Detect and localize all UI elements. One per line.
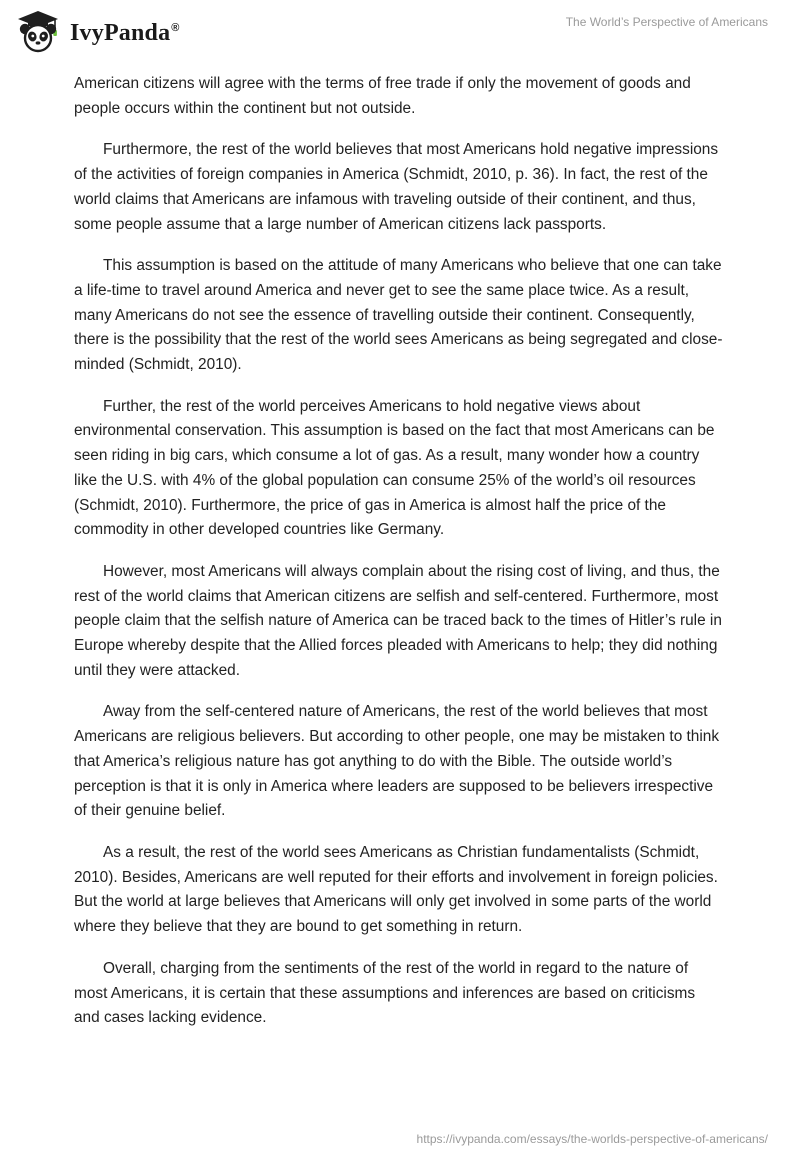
paragraph-1: American citizens will agree with the terms of free trade if only the movement of goods and people occurs within the continent but not outside. (74, 75, 691, 117)
paragraph-6: Away from the self-centered nature of Americans, the rest of the world believes that most Americans are religious believers. But according to other people, one may be mistaken to think that America’s religious nature has got anything to do with the Bible. The outside world’s perception is that it is only in America where leaders are supposed to be believers irrespective of their genuine belief. (74, 703, 720, 820)
paragraph-8: Overall, charging from the sentiments of the rest of the world in regard to the nature of most Americans, it is certain that these assumptions and inferences are based on criticisms and cases lacking evidence. (74, 959, 696, 1027)
paragraph-5: However, most Americans will always complain about the rising cost of living, and thus, the rest of the world claims that American citizens are selfish and self-centered. Furthermore, most people claim that the selfish nature of America can be traced back to the times of Hitler’s rule in Europe whereby despite that the Allied forces pleaded with Americans to help; they did nothing until they were attacked. (74, 562, 722, 679)
source-url[interactable]: https://ivypanda.com/essays/the-worlds-perspective-of-americans/ (416, 1132, 768, 1146)
paragraph-4: Further, the rest of the world perceives Americans to hold negative views about environmental conservation. This assumption is based on the fact that most Americans can be seen riding in big cars, which consume a lot of gas. As a result, many wonder how a country like the U.S. with 4% of the global population can consume 25% of the world’s oil resources (Schmidt, 2010). Furthermore, the price of gas in America is almost half the price of the commodity in other developed countries like Germany. (74, 397, 715, 539)
document-title: The World’s Perspective of Americans (565, 15, 768, 29)
paragraph-7: As a result, the rest of the world sees Americans as Christian fundamentalists (Schmidt, 2010). Besides, Americans are well reputed for their efforts and involvement in foreign policies. But the world at large believes that Americans will only get involved in some parts of the world where they believe that they are bound to get something in return. (74, 843, 718, 936)
panda-graduate-icon (14, 7, 62, 55)
page-header (0, 0, 800, 60)
registered-mark: ® (171, 21, 180, 34)
essay-body (74, 72, 724, 1048)
brand-logo[interactable] (14, 7, 180, 55)
paragraph-2: Furthermore, the rest of the world believes that most Americans hold negative impressions of the activities of foreign companies in America (Schmidt, 2010, p. 36). In fact, the rest of the world claims that Americans are infamous with traveling outside of their continent, and thus, some people assume that a large number of American citizens lack passports. (74, 141, 719, 233)
brand-name: IvyPanda® (70, 19, 180, 46)
paragraph-3: This assumption is based on the attitude of many Americans who believe that one can take a life-time to travel around America and never get to see the same place twice. As a result, many Americans do not see the essence of travelling outside their continent. Consequently, there is the possibility that the rest of the world sees Americans as being segregated and close-minded (Schmidt, 2010). (74, 257, 723, 374)
